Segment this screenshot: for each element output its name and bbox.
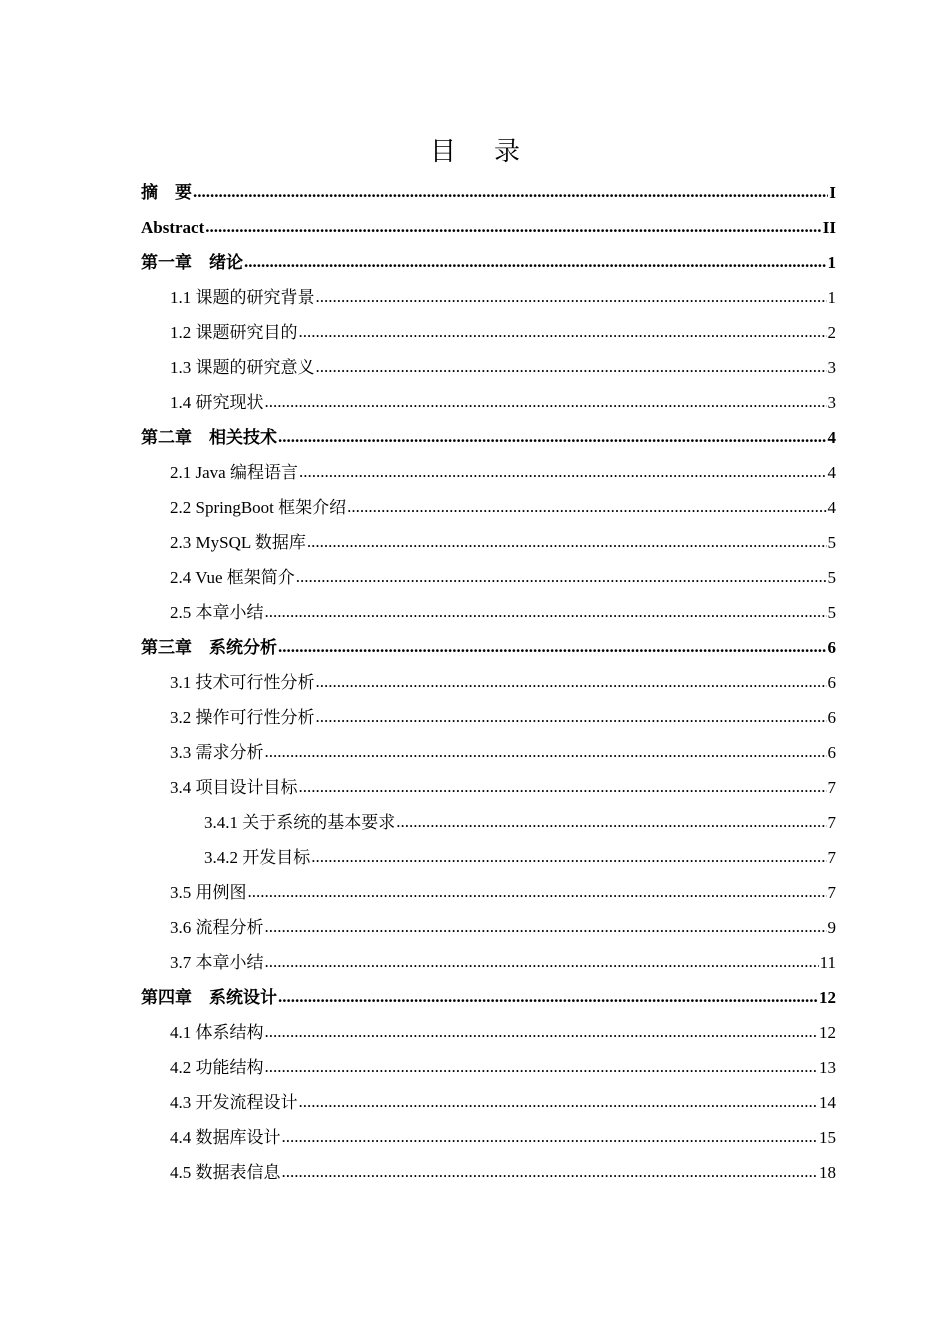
- toc-dot-leader: [248, 874, 827, 909]
- toc-entry-page-number: II: [822, 218, 836, 237]
- toc-dot-leader: [265, 384, 827, 419]
- toc-entry[interactable]: [0, 875, 950, 910]
- toc-entry-label: 第一章 绪论: [141, 253, 243, 272]
- toc-dot-leader: [265, 594, 827, 629]
- toc-dot-leader: [299, 314, 827, 349]
- toc-dot-leader: [244, 244, 827, 279]
- toc-dot-leader: [205, 209, 822, 244]
- toc-entry-page-number: 6: [827, 638, 836, 657]
- toc-entry[interactable]: [0, 630, 950, 665]
- toc-entry-label: 3.4.1 关于系统的基本要求: [204, 813, 396, 832]
- toc-entry[interactable]: [0, 280, 950, 315]
- toc-entry[interactable]: [0, 245, 950, 280]
- toc-entry[interactable]: [0, 490, 950, 525]
- toc-entry[interactable]: [0, 910, 950, 945]
- toc-dot-leader: [278, 629, 827, 664]
- toc-entry-label: 3.1 技术可行性分析: [170, 673, 315, 692]
- toc-entry-page-number: 4: [827, 428, 836, 447]
- toc-entry-label: 1.2 课题研究目的: [170, 323, 298, 342]
- toc-entry-page-number: 14: [819, 1093, 836, 1112]
- toc-entry-label: 3.4 项目设计目标: [170, 778, 298, 797]
- toc-entry[interactable]: [0, 175, 950, 210]
- toc-entry-page-number: 5: [827, 568, 836, 587]
- toc-entry-label: 3.6 流程分析: [170, 918, 264, 937]
- toc-entry[interactable]: [0, 1120, 950, 1155]
- toc-entry-page-number: 1: [827, 253, 836, 272]
- toc-entry[interactable]: [0, 700, 950, 735]
- toc-entry-page-number: 18: [819, 1163, 836, 1182]
- toc-entry-label: Abstract: [141, 218, 205, 237]
- toc-dot-leader: [396, 804, 826, 839]
- toc-entry-label: 第三章 系统分析: [141, 638, 277, 657]
- toc-entry-label: 1.3 课题的研究意义: [170, 358, 315, 377]
- toc-entry-label: 2.5 本章小结: [170, 603, 264, 622]
- toc-entry-label: 3.3 需求分析: [170, 743, 264, 762]
- toc-entry-label: 4.1 体系结构: [170, 1023, 264, 1042]
- toc-entry-page-number: I: [829, 183, 836, 202]
- toc-dot-leader: [311, 839, 826, 874]
- toc-entry-page-number: 7: [827, 778, 836, 797]
- toc-dot-leader: [265, 944, 819, 979]
- toc-entry-page-number: 12: [819, 1023, 836, 1042]
- toc-entry-label: 4.3 开发流程设计: [170, 1093, 298, 1112]
- toc-dot-leader: [316, 664, 827, 699]
- toc-dot-leader: [282, 1154, 819, 1189]
- toc-entry-page-number: 2: [827, 323, 836, 342]
- toc-entry-label: 3.4.2 开发目标: [204, 848, 311, 867]
- toc-entry[interactable]: [0, 980, 950, 1015]
- toc-entry-label: 3.7 本章小结: [170, 953, 264, 972]
- toc-entry[interactable]: [0, 210, 950, 245]
- toc-entry-page-number: 9: [827, 918, 836, 937]
- toc-entry[interactable]: [0, 735, 950, 770]
- toc-entry-label: 摘 要: [141, 183, 192, 202]
- toc-entry-page-number: 3: [827, 358, 836, 377]
- toc-entry-page-number: 7: [827, 813, 836, 832]
- toc-dot-leader: [299, 454, 827, 489]
- toc-entry[interactable]: [0, 770, 950, 805]
- toc-dot-leader: [265, 1049, 819, 1084]
- toc-entry-page-number: 6: [827, 708, 836, 727]
- toc-entry[interactable]: [0, 595, 950, 630]
- toc-entry[interactable]: [0, 665, 950, 700]
- toc-entry[interactable]: [0, 1155, 950, 1190]
- toc-entry-page-number: 6: [827, 673, 836, 692]
- toc-entry-page-number: 4: [827, 498, 836, 517]
- toc-entry-label: 4.5 数据表信息: [170, 1163, 281, 1182]
- toc-entry[interactable]: [0, 525, 950, 560]
- toc-entry-label: 1.1 课题的研究背景: [170, 288, 315, 307]
- toc-entry-page-number: 5: [827, 533, 836, 552]
- toc-dot-leader: [278, 979, 818, 1014]
- toc-dot-leader: [296, 559, 827, 594]
- toc-entry[interactable]: [0, 1015, 950, 1050]
- toc-entry[interactable]: [0, 350, 950, 385]
- toc-entry-page-number: 5: [827, 603, 836, 622]
- toc-entry-page-number: 12: [819, 988, 836, 1007]
- toc-entry[interactable]: [0, 1050, 950, 1085]
- toc-entry[interactable]: [0, 420, 950, 455]
- toc-entry-page-number: 1: [827, 288, 836, 307]
- toc-entry-page-number: 7: [827, 883, 836, 902]
- toc-entry[interactable]: [0, 1085, 950, 1120]
- toc-entry-label: 3.5 用例图: [170, 883, 247, 902]
- toc-entry-label: 2.4 Vue 框架简介: [170, 568, 295, 587]
- toc-entry-label: 1.4 研究现状: [170, 393, 264, 412]
- toc-entry-page-number: 7: [827, 848, 836, 867]
- toc-list: [0, 175, 950, 1190]
- toc-entry-label: 4.2 功能结构: [170, 1058, 264, 1077]
- toc-entry[interactable]: [0, 385, 950, 420]
- toc-entry-label: 4.4 数据库设计: [170, 1128, 281, 1147]
- toc-entry-label: 2.3 MySQL 数据库: [170, 533, 306, 552]
- toc-entry[interactable]: [0, 315, 950, 350]
- toc-dot-leader: [316, 699, 827, 734]
- toc-entry-label: 2.2 SpringBoot 框架介绍: [170, 498, 347, 517]
- toc-entry-page-number: 13: [819, 1058, 836, 1077]
- toc-entry-label: 3.2 操作可行性分析: [170, 708, 315, 727]
- toc-dot-leader: [299, 769, 827, 804]
- toc-entry-page-number: 15: [819, 1128, 836, 1147]
- toc-dot-leader: [316, 349, 827, 384]
- toc-entry-page-number: 3: [827, 393, 836, 412]
- toc-dot-leader: [265, 909, 827, 944]
- toc-entry-label: 第二章 相关技术: [141, 428, 277, 447]
- toc-dot-leader: [316, 279, 827, 314]
- toc-entry[interactable]: [0, 560, 950, 595]
- toc-dot-leader: [282, 1119, 819, 1154]
- toc-dot-leader: [347, 489, 826, 524]
- toc-dot-leader: [265, 1014, 819, 1049]
- toc-entry-label: 2.1 Java 编程语言: [170, 463, 298, 482]
- toc-entry-page-number: 6: [827, 743, 836, 762]
- toc-dot-leader: [278, 419, 827, 454]
- toc-dot-leader: [193, 174, 828, 209]
- toc-entry-label: 第四章 系统设计: [141, 988, 277, 1007]
- toc-dot-leader: [307, 524, 827, 559]
- toc-title: 目录: [429, 137, 558, 167]
- toc-entry-page-number: 4: [827, 463, 836, 482]
- toc-dot-leader: [265, 734, 827, 769]
- toc-entry[interactable]: [0, 945, 950, 980]
- toc-dot-leader: [299, 1084, 819, 1119]
- toc-entry[interactable]: [0, 455, 950, 490]
- toc-entry[interactable]: [0, 840, 950, 875]
- toc-entry[interactable]: [0, 805, 950, 840]
- toc-entry-page-number: 11: [819, 953, 836, 972]
